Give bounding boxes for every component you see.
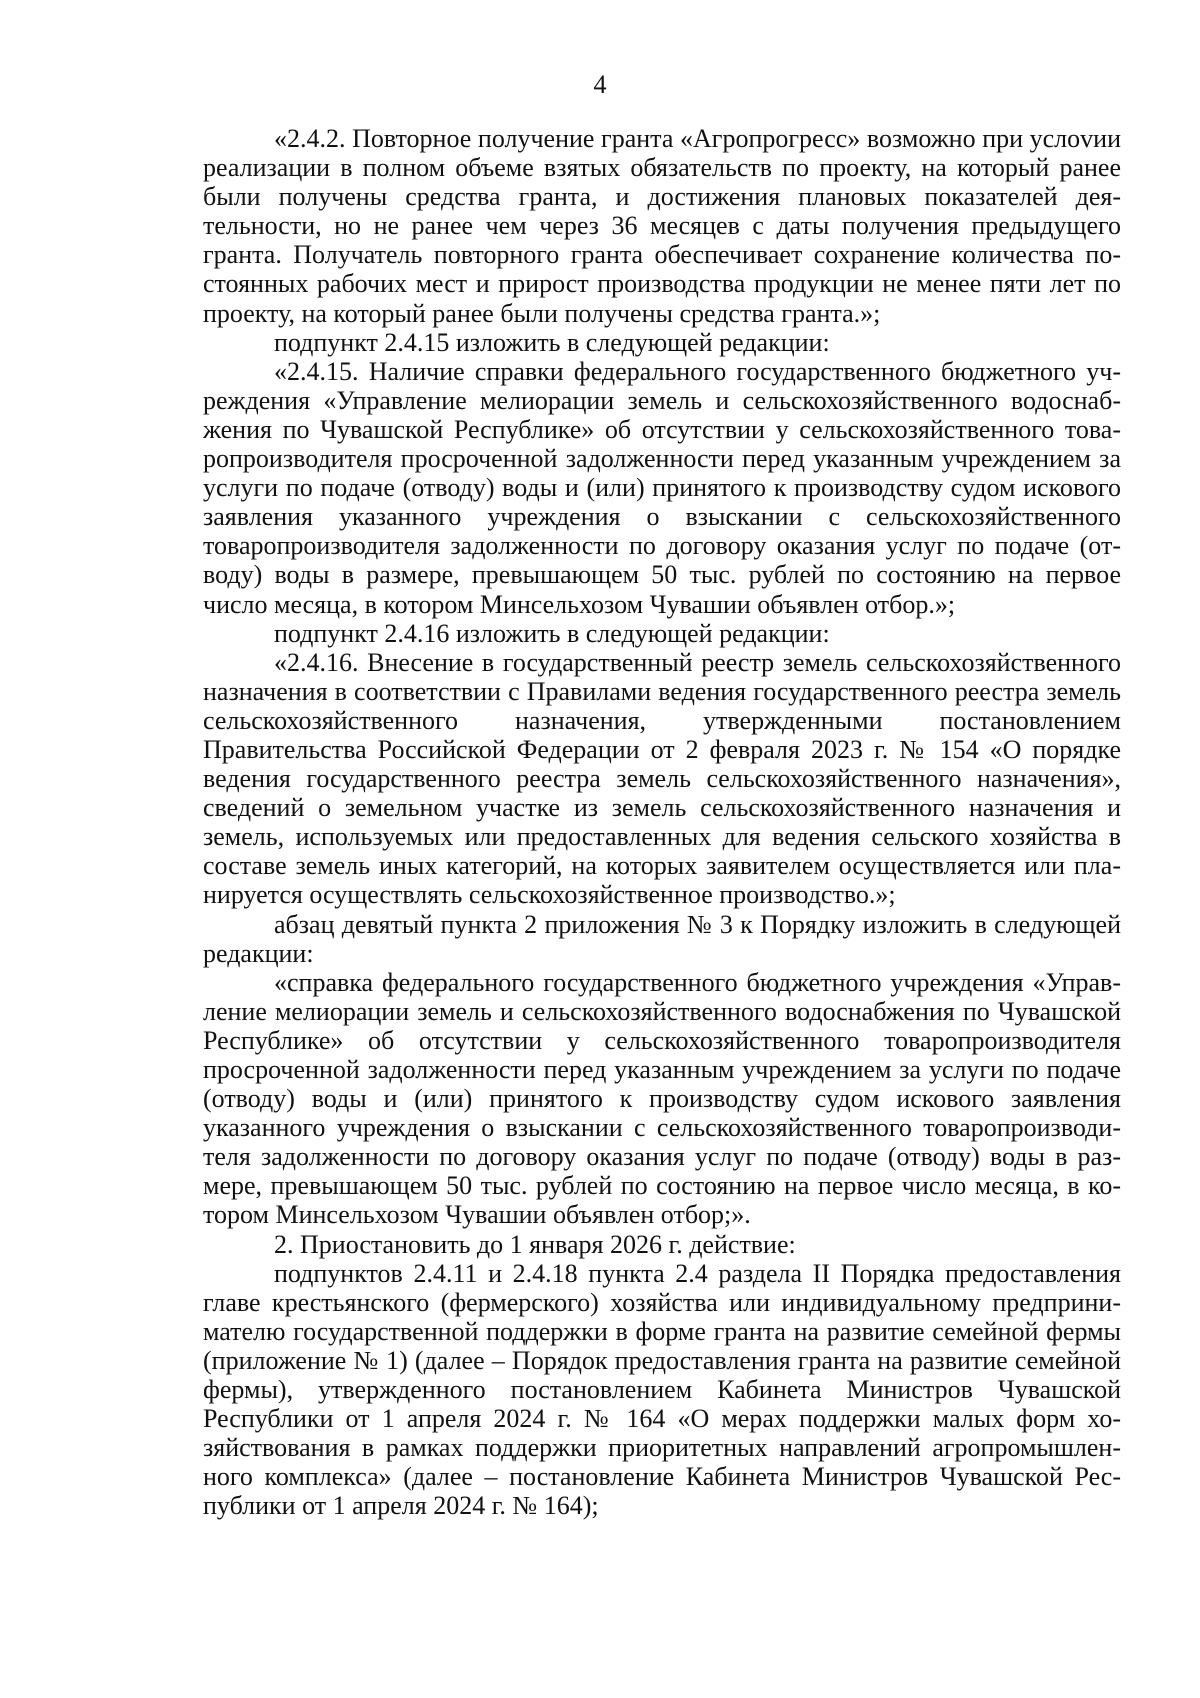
page-number: 4	[593, 70, 607, 99]
paragraph-2-4-15: «2.4.15. Наличие справки федерального государственного бюджетного учреждения «Управление мелиорации земель и сельскохозяйственного водоснабжения по Чувашской Республике» об отсутствии у сельскохозяйственного товаропроизводителя просроченной задолженности перед указанным учреждением за услуги по подаче (отводу) воды и (или) принятого к производству судом искового заявления указанного учреждения о взыскании с сельскохозяйственного товаропроизводителя задолженности по договору оказания услуг по подаче (отводу) воды в размере, превышающем 50 тыс. рублей по состоянию на первое число месяца, в котором Минсельхозом Чувашии объявлен отбор.»;	[203, 356, 1121, 619]
paragraph-subpoint-2-4-16-intro: подпункт 2.4.16 изложить в следующей редакции:	[274, 618, 830, 648]
paragraph-2-4-2: «2.4.2. Повторное получение гранта «Агропрогресс» возможно при услоvии реализации в полном объеме взятых обязательств по проекту, на который ранее были получены средства гранта, и достижения плановых показателей деятельности, но не ранее чем через 36 месяцев с даты получения предыдущего гранта. Получатель повторного гранта обеспечивает сохранение количества постоянных рабочих мест и прирост производства продукции не менее пяти лет по проекту, на который ранее были получены средства гранта.»;	[203, 124, 1121, 328]
paragraph-subpoints-2-4-11-2-4-18: подпунктов 2.4.11 и 2.4.18 пункта 2.4 раздела II Порядка предоставления главе крестьянского (фермерского) хозяйства или индивидуальному предпринимателю государственной поддержки в форме гранта на развитие семейной фермы (приложение № 1) (далее – Порядок предоставления гранта на развитие семейной фермы), утвержденного постановлением Кабинета Министров Чувашской Республики от 1 апреля 2024 г. № 164 «О мерах поддержки малых форм хозяйствования в рамках поддержки приоритетных направлений агропромышленного комплекса» (далее – постановление Кабинета Министров Чувашской Республики от 1 апреля 2024 г. № 164);	[203, 1258, 1121, 1521]
document-body	[203, 124, 1121, 1521]
paragraph-2-4-16: «2.4.16. Внесение в государственный реестр земель сельскохозяйственного назначения в соответствии с Правилами ведения государственного реестра земель сельскохозяйственного назначения, утвержденными постановлением Правительства Российской Федерации от 2 февраля 2023 г. № 154 «О порядке ведения государственного реестра земель сельскохозяйственного назначения», сведений о земельном участке из земель сельскохозяйственного назначения и земель, используемых или предоставленных для ведения сельского хозяйства в составе земель иных категорий, на которых заявителем осуществляется или планируется осуществлять сельскохозяйственное производство.»;	[203, 647, 1121, 910]
paragraph-item-2: 2. Приостановить до 1 января 2026 г. действие:	[274, 1229, 796, 1259]
paragraph-subpoint-2-4-15-intro: подпункт 2.4.15 изложить в следующей редакции:	[274, 327, 830, 357]
paragraph-certificate: «справка федерального государственного бюджетного учреждения «Управление мелиорации земель и сельскохозяйственного водоснабжения по Чувашской Республике» об отсутствии у сельскохозяйственного товаропроизводителя просроченной задолженности перед указанным учреждением за услуги по подаче (отводу) воды и (или) принятого к производству судом искового заявления указанного учреждения о взыскании с сельскохозяйственного товаропроизводителя задолженности по договору оказания услуг по подаче (отводу) воды в размере, превышающем 50 тыс. рублей по состоянию на первое число месяца, в котором Минсельхозом Чувашии объявлен отбор;».	[203, 967, 1121, 1230]
paragraph-appendix-3-intro: абзац девятый пункта 2 приложения № 3 к Порядку изложить в следующей редакции:	[203, 909, 1121, 968]
